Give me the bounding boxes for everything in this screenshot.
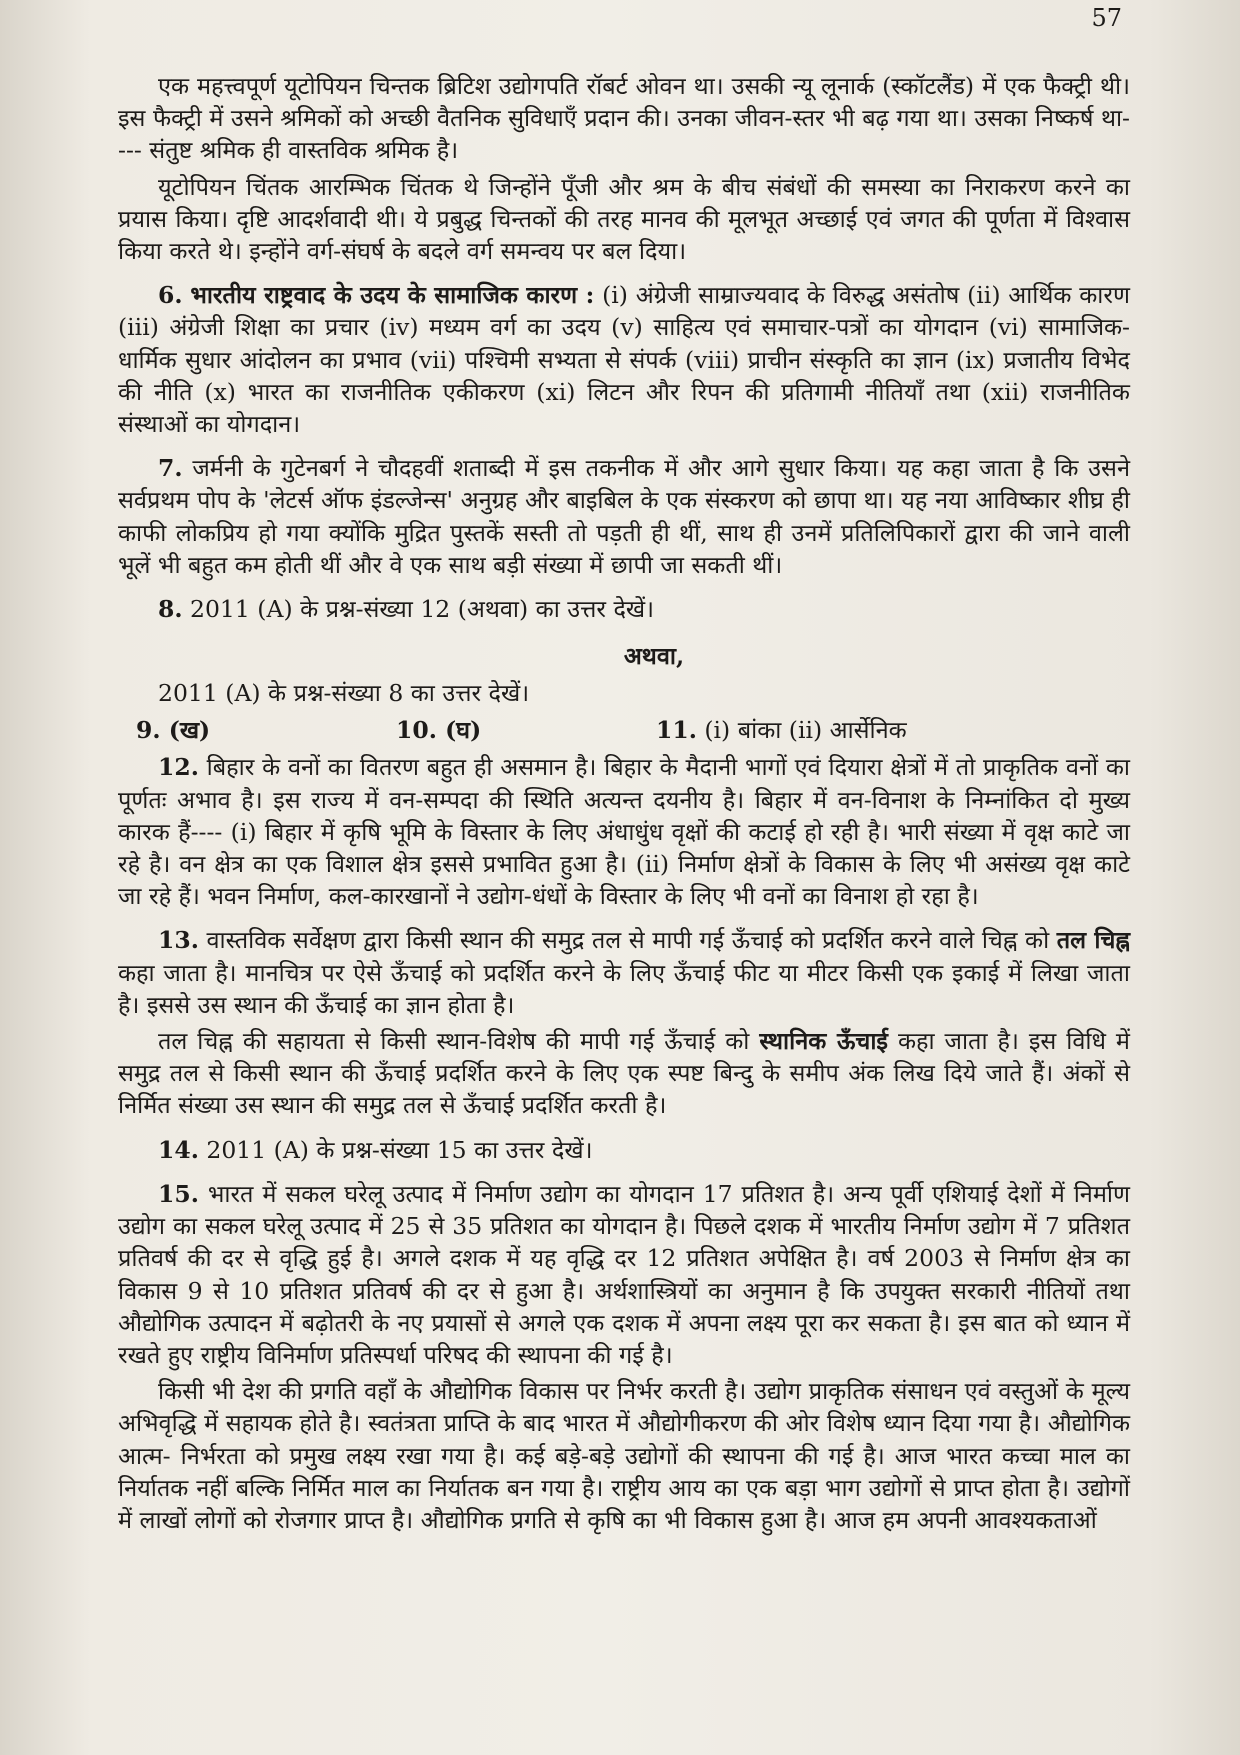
page-number: 57 (1091, 4, 1122, 32)
answer-15-number: 15. (158, 1179, 199, 1208)
answer-14 (118, 1134, 1130, 1166)
answer-7 (118, 452, 1130, 581)
answer-14-text: 2011 (A) के प्रश्न-संख्या 15 का उत्तर देखें। (206, 1135, 593, 1164)
answer-11-text: (i) बांका (ii) आर्सेनिक (704, 716, 907, 745)
answer-10: 10. (घ) (396, 716, 482, 745)
answer-13-text-a: वास्तविक सर्वेक्षण द्वारा किसी स्थान की समुद्र तल से मापी गई ऊँचाई को प्रदर्शित करने वाले चिह्न को (206, 926, 1050, 955)
answer-12 (118, 751, 1130, 912)
athva-label: अथवा, (623, 642, 685, 671)
paragraph-robert-owen: एक महत्त्वपूर्ण यूटोपियन चिन्तक ब्रिटिश उद्योगपति रॉबर्ट ओवन था। उसकी न्यू लूनार्क (स्कॉटलैंड) में एक फैक्ट्री थी। इस फैक्ट्री में उसने श्रमिकों को अच्छी वैतनिक सुविधाएँ प्रदान की। उनका जीवन-स्तर भी बढ़ गया था। उसका निष्कर्ष था---- संतुष्ट श्रमिक ही वास्तविक श्रमिक है। (118, 72, 1130, 165)
answer-13-p2-term: स्थानिक ऊँचाई (759, 1027, 888, 1056)
answer-8 (118, 593, 1130, 625)
answer-13 (118, 924, 1130, 1021)
answer-15 (118, 1178, 1130, 1371)
answer-11-number: 11. (656, 716, 697, 745)
answer-11 (656, 713, 1130, 747)
answer-8-alternate: 2011 (A) के प्रश्न-संख्या 8 का उत्तर देखें। (158, 679, 530, 708)
answer-6-text: (i) अंग्रेजी साम्राज्यवाद के विरुद्ध असंतोष (ii) आर्थिक कारण (iii) अंग्रेजी शिक्षा का प्रचार (iv) मध्यम वर्ग का उदय (v) साहित्य एवं समाचार-पत्रों का योगदान (vi) सामाजिक-धार्मिक सुधार आंदोलन का प्रभाव (vii) पश्चिमी सभ्यता से संपर्क (viii) प्राचीन संस्कृति का ज्ञान (ix) प्रजातीय विभेद की नीति (x) भारत का राजनीतिक एकीकरण (xi) लिटन और रिपन की प्रतिगामी नीतियाँ तथा (xii) राजनीतिक संस्थाओं का योगदान। (118, 281, 1130, 439)
answer-8-number: 8. (158, 595, 183, 624)
answer-6 (118, 279, 1130, 440)
answer-15-text: भारत में सकल घरेलू उत्पाद में निर्माण उद्योग का योगदान 17 प्रतिशत है। अन्य पूर्वी एशियाई देशों में निर्माण उद्योग का सकल घरेलू उत्पाद में 25 से 35 प्रतिशत का योगदान है। पिछले दशक में भारतीय निर्माण उद्योग में 7 प्रतिशत प्रतिवर्ष की दर से वृद्धि हुई है। अगले दशक में यह वृद्धि दर 12 प्रतिशत अपेक्षित है। वर्ष 2003 से निर्माण क्षेत्र का विकास 9 से 10 प्रतिशत प्रतिवर्ष की दर से हुआ है। अर्थशास्त्रियों का अनुमान है कि उपयुक्त सरकारी नीतियों तथा औद्योगिक उत्पादन में बढ़ोतरी के नए प्रयासों से अगले एक दशक में अपना लक्ष्य पूरा कर सकता है। इस बात को ध्यान में रखते हुए राष्ट्रीय विनिर्माण प्रतिस्पर्धा परिषद की स्थापना की गई है। (118, 1179, 1130, 1369)
answer-13-p2-text-a: तल चिह्न की सहायता से किसी स्थान-विशेष की मापी गई ऊँचाई को (158, 1027, 750, 1056)
answer-6-number: 6. (158, 281, 183, 310)
paragraph-utopian-thinkers: यूटोपियन चिंतक आरम्भिक चिंतक थे जिन्होंने पूँजी और श्रम के बीच संबंधों की समस्या का निराकरण करने का प्रयास किया। दृष्टि आदर्शवादी थी। ये प्रबुद्ध चिन्तकों की तरह मानव की मूलभूत अच्छाई एवं जगत की पूर्णता में विश्वास किया करते थे। इन्होंने वर्ग-संघर्ष के बदले वर्ग समन्वय पर बल दिया। (118, 172, 1130, 266)
answer-12-number: 12. (158, 753, 199, 782)
answer-15-paragraph-2: किसी भी देश की प्रगति वहाँ के औद्योगिक विकास पर निर्भर करती है। उद्योग प्राकृतिक संसाधन एवं वस्तुओं के मूल्य अभिवृद्धि में सहायक होते है। स्वतंत्रता प्राप्ति के बाद भारत में औद्योगीकरण की ओर विशेष ध्यान दिया गया है। औद्योगिक आत्म- निर्भरता को प्रमुख लक्ष्य रखा गया है। कई बड़े-बड़े उद्योगों की स्थापना की गई है। आज भारत कच्चा माल का निर्यातक नहीं बल्कि निर्मित माल का निर्यातक बन गया है। राष्ट्रीय आय का एक बड़ा भाग उद्योगों से प्राप्त होता है। उद्योगों में लाखों लोगों को रोजगार प्राप्त है। औद्योगिक प्रगति से कृषि का भी विकास हुआ है। आज हम अपनी आवश्यकताओं (118, 1377, 1130, 1534)
answer-9: 9. (ख) (136, 716, 211, 745)
answer-8-text: 2011 (A) के प्रश्न-संख्या 12 (अथवा) का उत्तर देखें। (190, 595, 655, 624)
answer-13-paragraph-2 (118, 1025, 1130, 1122)
answer-6-heading: भारतीय राष्ट्रवाद के उदय के सामाजिक कारण : (190, 281, 595, 310)
answer-7-text: जर्मनी के गुटेनबर्ग ने चौदहवीं शताब्दी में इस तकनीक में और आगे सुधार किया। यह कहा जाता है कि उसने सर्वप्रथम पोप के 'लेटर्स ऑफ इंडल्जेन्स' अनुग्रह और बाइबिल के एक संस्करण को छापा था। यह नया आविष्कार शीघ्र ही काफी लोकप्रिय हो गया क्योंकि मुद्रित पुस्तकें सस्ती तो पड़ती ही थीं, साथ ही उनमें प्रतिलिपिकारों द्वारा की जाने वाली भूलें भी बहुत कम होती थीं और वे एक साथ बड़ी संख्या में छापी जा सकती थीं। (118, 454, 1130, 579)
answer-14-number: 14. (158, 1135, 199, 1164)
answer-13-text-b: कहा जाता है। मानचित्र पर ऐसे ऊँचाई को प्रदर्शित करने के लिए ऊँचाई फीट या मीटर किसी एक इकाई में लिखा जाता है। इससे उस स्थान की ऊँचाई का ज्ञान होता है। (118, 958, 1130, 1019)
answers-9-11-row (118, 713, 1130, 747)
answer-7-number: 7. (158, 454, 183, 483)
answer-13-p2-text-b: कहा जाता है। इस विधि में समुद्र तल से किसी स्थान की ऊँचाई प्रदर्शित करने के लिए एक स्पष्ट बिन्दु के समीप अंक लिख दिये जाते हैं। अंकों से निर्मित संख्या उस स्थान की समुद्र तल से ऊँचाई प्रदर्शित करती है। (118, 1027, 1130, 1120)
answer-13-term: तल चिह्न (1056, 926, 1130, 955)
answer-12-text: बिहार के वनों का वितरण बहुत ही असमान है। बिहार के मैदानी भागों एवं दियारा क्षेत्रों में तो प्राकृतिक वनों का पूर्णतः अभाव है। इस राज्य में वन-सम्पदा की स्थिति अत्यन्त दयनीय है। बिहार में वन-विनाश के निम्नांकित दो मुख्य कारक हैं---- (i) बिहार में कृषि भूमि के विस्तार के लिए अंधाधुंध वृक्षों की कटाई हो रही है। भारी संख्या में वृक्ष काटे जा रहे है। वन क्षेत्र का एक विशाल क्षेत्र इससे प्रभावित हुआ है। (ii) निर्माण क्षेत्रों के विकास के लिए भी असंख्य वृक्ष काटे जा रहे हैं। भवन निर्माण, कल-कारखानों ने उद्योग-धंधों के विस्तार के लिए भी वनों का विनाश हो रहा है। (118, 753, 1130, 911)
answer-13-number: 13. (158, 926, 199, 955)
